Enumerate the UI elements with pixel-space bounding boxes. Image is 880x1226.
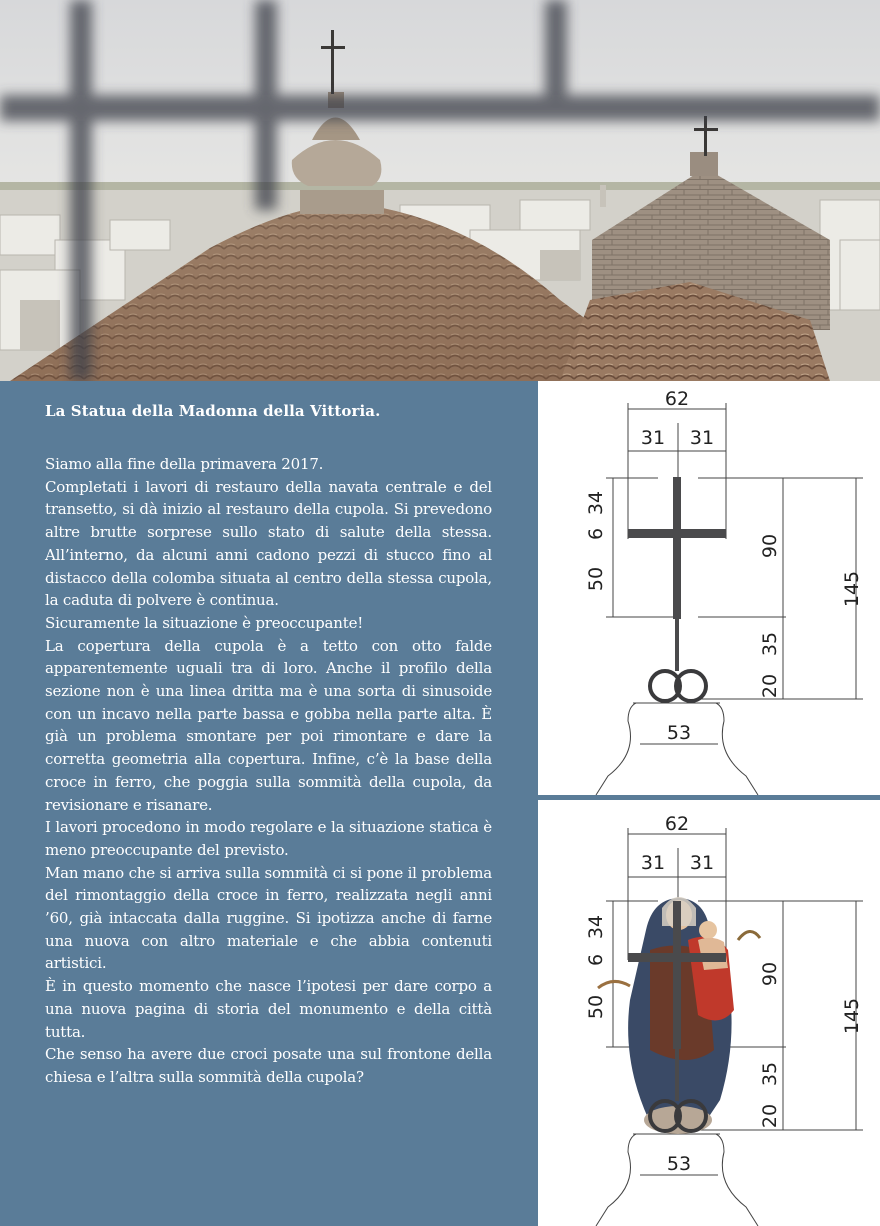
dim-base-width: 53 [666, 722, 692, 744]
dim-lower-shaft: 50 [585, 566, 607, 592]
paragraph-roof: La copertura della cupola è a tetto con otto falde apparentemente uguali tra di loro. Anche il profilo della sezione non è una linea dritta ma è una sorta di sinusoide con un incavo nella parte bassa e gobba nella parte alta. È già un problema smontare per poi rimontare e dare la corretta geometria alla copertura. Infine, c’è la base della croce in ferro, che poggia sulla sommità della cupola, da revisionare e risanare. [45, 636, 492, 814]
dim-stem: 35 [759, 631, 781, 657]
cross-technical-drawing [538, 381, 880, 795]
paragraph-works: Completati i lavori di restauro della navata centrale e del transetto, si dà inizio al restauro della cupola. Si prevedono altre brutte sorprese sullo stato di salute della stessa. All’interno, da alcuni anni cadono pezzi di stucco fino al distacco della colomba situata al centro della stessa cupola, la caduta di polvere è continua. [45, 477, 492, 610]
dim-half-left: 31 [640, 427, 666, 449]
paragraph-concern: Sicuramente la situazione è preoccupante! [45, 613, 364, 632]
statue-technical-drawing [538, 795, 880, 1226]
paragraph-question: Che senso ha avere due croci posate una sul frontone della chiesa e l’altra sulla sommità della cupola? [45, 1045, 492, 1086]
statue-dim-width-total: 62 [664, 813, 690, 835]
dim-half-right: 31 [689, 427, 715, 449]
statue-dim-upper-arm: 34 [585, 914, 607, 940]
statue-dim-total-height: 145 [841, 997, 863, 1035]
dim-arm-thickness: 6 [585, 527, 607, 541]
statue-dim-half-left: 31 [640, 852, 666, 874]
statue-dim-rings: 20 [759, 1103, 781, 1129]
dome-photo [0, 0, 880, 381]
paragraph-intro: Siamo alla fine della primavera 2017. [45, 455, 324, 473]
dim-width-total: 62 [664, 388, 690, 410]
statue-dim-half-right: 31 [689, 852, 715, 874]
dim-cross-height: 90 [759, 533, 781, 559]
paragraph-idea: È in questo momento che nasce l’ipotesi per dare corpo a una nuova pagina di storia del monumento e della città tutta. [45, 977, 492, 1041]
article-title: La Statua della Madonna della Vittoria. [45, 402, 381, 420]
dim-rings: 20 [759, 673, 781, 699]
statue-dim-lower-shaft: 50 [585, 994, 607, 1020]
paragraph-cross: Man mano che si arriva sulla sommità ci si pone il problema del rimontaggio della croce in ferro, realizzata negli anni ’60, già intaccata dalla ruggine. Si ipotizza anche di farne una nuova con altro materiale e che abbia contenuti artistici. [45, 863, 492, 973]
statue-dim-stem: 35 [759, 1061, 781, 1087]
statue-dim-cross-height: 90 [759, 961, 781, 987]
article-panel [0, 381, 538, 1226]
dim-total-height: 145 [841, 570, 863, 608]
dome-rooftop-image [0, 0, 880, 381]
paragraph-progress: I lavori procedono in modo regolare e la situazione statica è meno preoccupante del previsto. [45, 818, 492, 859]
statue-dim-base-width: 53 [666, 1153, 692, 1175]
statue-dim-arm-thickness: 6 [585, 953, 607, 967]
dim-upper-arm: 34 [585, 490, 607, 516]
